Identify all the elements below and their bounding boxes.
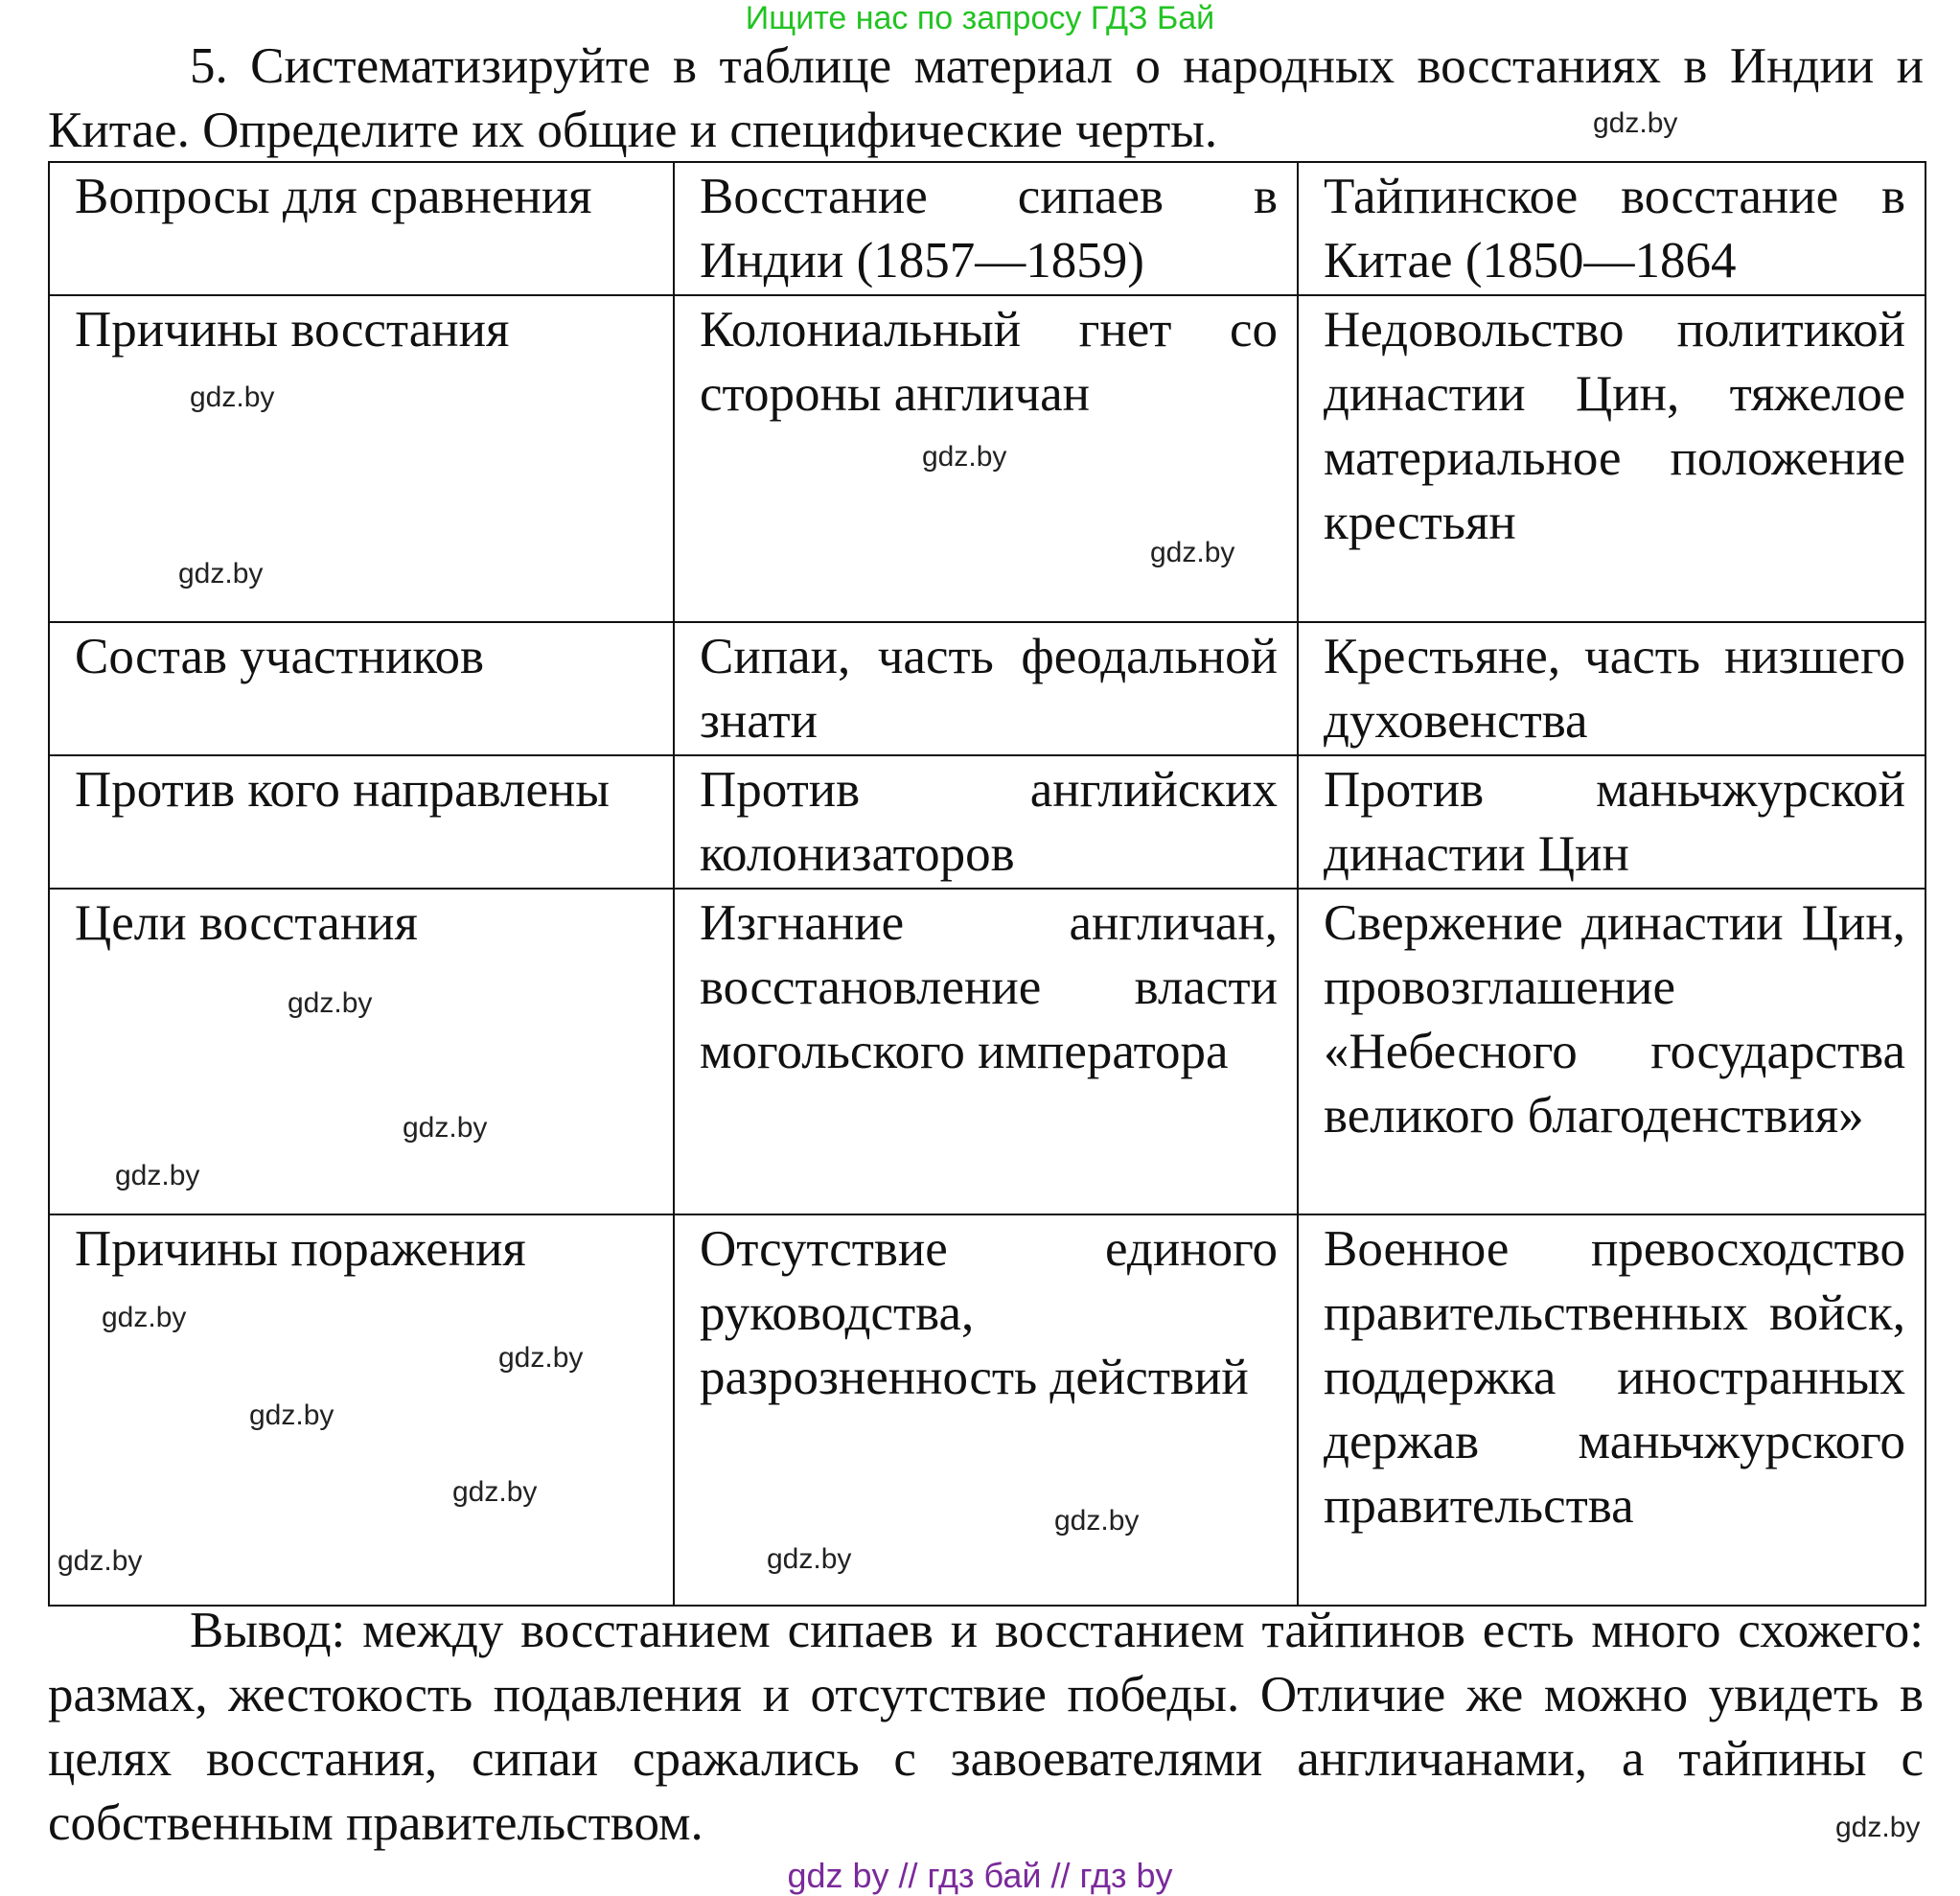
table-cell: Изгнание англичан, восстановление власти могольского императора [674, 889, 1298, 1214]
table-cell: Цели восстания [49, 889, 674, 1214]
table-cell: Недовольство политикой династии Цин, тяжелое материальное положение крестьян [1298, 295, 1925, 622]
watermark: gdz.by [288, 987, 373, 1019]
watermark: gdz.by [452, 1476, 538, 1508]
table-cell: Сипаи, часть феодальной знати [674, 622, 1298, 755]
table-cell: Крестьяне, часть низшего духовенства [1298, 622, 1925, 755]
watermark: gdz.by [922, 441, 1007, 473]
table-cell: Против кого направлены [49, 755, 674, 889]
watermark: gdz.by [403, 1112, 488, 1144]
table-cell: Военное превосходство правительственных войск, поддержка иностранных держав маньчжурского правительства [1298, 1214, 1925, 1606]
watermark: gdz.by [1054, 1505, 1140, 1537]
watermark: gdz.by [249, 1399, 334, 1431]
table-row [49, 622, 1925, 755]
watermark: gdz.by [498, 1342, 584, 1374]
watermark: gdz.by [102, 1302, 187, 1333]
table-cell: Свержение династии Цин, провозглашение «Небесного государства великого благоденствия» [1298, 889, 1925, 1214]
header-cell: Восстание сипаев в Индии (1857—1859) [674, 162, 1298, 295]
promo-banner[interactable]: Ищите нас по запросу ГДЗ Бай [745, 0, 1215, 36]
header-cell: Тайпинское восстание в Китае (1850—1864 [1298, 162, 1925, 295]
table-cell: Причины поражения [49, 1214, 674, 1606]
table-cell: Причины восстания [49, 295, 674, 622]
watermark: gdz.by [178, 558, 264, 590]
watermark: gdz.by [1150, 537, 1235, 568]
conclusion-text: Вывод: между восстанием сипаев и восстанием тайпинов есть много схожего: размах, жестокость подавления и отсутствие победы. Отличие же можно увидеть в целях восстания, сипаи сражались с завоевателями англичанами, а тайпины с собственным правительством. [48, 1603, 1924, 1851]
watermark: gdz.by [190, 382, 275, 413]
table-cell: Против маньчжурской династии Цин [1298, 755, 1925, 889]
table-row [49, 889, 1925, 1214]
table-header-row [49, 162, 1925, 295]
table-cell: Состав участников [49, 622, 674, 755]
table-cell: Колониальный гнет со стороны англичан [674, 295, 1298, 622]
table-row [49, 755, 1925, 889]
watermark: gdz.by [767, 1543, 852, 1575]
task-text: 5. Систематизируйте в таблице материал о народных восстаниях в Индии и Китае. Определите их общие и специфические черты. [48, 38, 1924, 158]
watermark: gdz.by [1593, 107, 1678, 139]
footer-links[interactable]: gdz by // гдз бай // гдз by [787, 1856, 1173, 1895]
watermark: gdz.by [58, 1545, 143, 1577]
watermark: gdz.by [1835, 1812, 1921, 1843]
comparison-table [48, 161, 1926, 1607]
watermark: gdz.by [115, 1160, 200, 1191]
table-cell: Отсутствие единого руководства, разрозненность действий [674, 1214, 1298, 1606]
header-cell: Вопросы для сравнения [49, 162, 674, 295]
table-cell: Против английских колонизаторов [674, 755, 1298, 889]
